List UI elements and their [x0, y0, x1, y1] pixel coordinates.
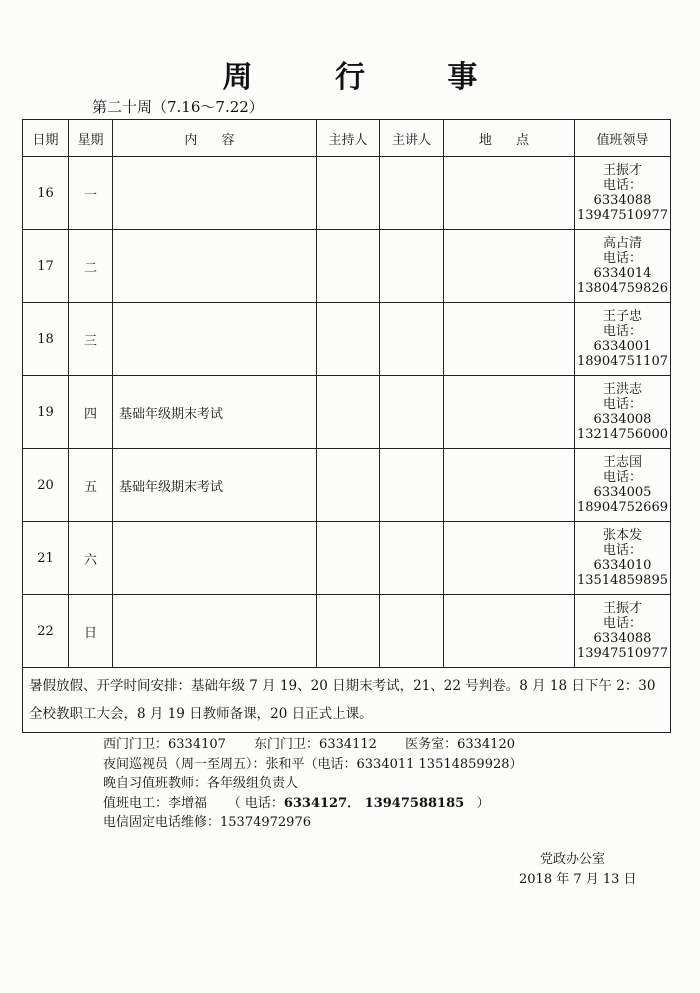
leader-phone: 电话：6334010: [593, 543, 652, 573]
leader-name: 高占清: [602, 236, 642, 251]
leader-mobile: 18904752669: [577, 500, 668, 515]
row-speaker: [380, 595, 444, 668]
electrician-phone: 6334127． 13947588185: [283, 795, 465, 811]
table-row: [23, 376, 671, 449]
row-location: [444, 376, 575, 449]
row-weekday: 日: [69, 595, 113, 668]
leader-name: 王振才: [602, 601, 642, 616]
row-host: [317, 230, 380, 303]
row-speaker: [380, 157, 444, 230]
row-weekday: 五: [69, 449, 113, 522]
row-host: [317, 376, 380, 449]
row-leader: [575, 449, 671, 522]
row-content: [113, 522, 317, 595]
row-date: 21: [23, 522, 69, 595]
table-row: [23, 230, 671, 303]
table-row: [23, 157, 671, 230]
row-speaker: [380, 376, 444, 449]
row-location: [444, 303, 575, 376]
vacation-notice: 暑假放假、开学时间安排：基础年级 7 月 19、20 日期末考试，21、22 号判卷。8 月 18 日下午 2：30 全校教职工大会，8 月 19 日教师备课，20 日正式上课。: [23, 668, 671, 733]
row-host: [317, 449, 380, 522]
leader-mobile: 13804759826: [577, 281, 668, 296]
table-row: [23, 522, 671, 595]
gate-contacts: [103, 735, 523, 755]
electrician-label: 值班电工：李增福: [103, 795, 208, 811]
row-location: [444, 230, 575, 303]
leader-phone: 电话：6334014: [593, 251, 652, 281]
header-speaker: 主讲人: [380, 120, 444, 157]
weekly-schedule-table: [22, 119, 671, 733]
header-host: 主持人: [317, 120, 380, 157]
table-header-row: [23, 120, 671, 157]
leader-name: 王洪志: [602, 382, 642, 397]
row-leader: [575, 376, 671, 449]
row-speaker: [380, 449, 444, 522]
leader-name: 王志国: [602, 455, 642, 470]
evening-study: 晚自习值班教师：各年级组负责人: [103, 776, 299, 791]
row-speaker: [380, 303, 444, 376]
page-title: 周 行 事: [222, 60, 514, 95]
header-weekday: 星期: [69, 120, 113, 157]
contact-info: [103, 735, 523, 833]
row-content: [113, 595, 317, 668]
header-date: 日期: [23, 120, 69, 157]
leader-mobile: 13947510977: [577, 646, 668, 661]
row-content: 基础年级期末考试: [113, 376, 317, 449]
row-content: [113, 230, 317, 303]
leader-name: 王振才: [602, 163, 642, 178]
table-row: [23, 449, 671, 522]
row-location: [444, 157, 575, 230]
row-content: 基础年级期末考试: [113, 449, 317, 522]
leader-mobile: 13514859895: [577, 573, 668, 588]
issuing-office: 党政办公室: [540, 852, 606, 867]
header-location: 地 点: [444, 120, 575, 157]
row-content: [113, 157, 317, 230]
row-location: [444, 449, 575, 522]
header-content: 内 容: [113, 120, 317, 157]
leader-mobile: 13947510977: [577, 208, 668, 223]
row-location: [444, 595, 575, 668]
leader-phone: 电话：6334088: [593, 616, 652, 646]
west-gate-phone: 西门门卫：6334107: [103, 737, 226, 752]
row-date: 18: [23, 303, 69, 376]
row-host: [317, 595, 380, 668]
header-leader: 值班领导: [575, 120, 671, 157]
leader-phone: 电话：6334088: [593, 178, 652, 208]
row-speaker: [380, 230, 444, 303]
row-host: [317, 522, 380, 595]
row-content: [113, 303, 317, 376]
leader-phone: 电话：6334005: [593, 470, 652, 500]
table-row: [23, 303, 671, 376]
leader-phone: 电话：6334008: [593, 397, 652, 427]
row-date: 20: [23, 449, 69, 522]
leader-name: 王子忠: [602, 309, 642, 324]
leader-phone: 电话：6334001: [593, 324, 652, 354]
row-host: [317, 157, 380, 230]
electrician-phone-suffix: ）: [476, 795, 490, 811]
electrician-phone-prefix: （ 电话：: [227, 795, 284, 811]
table-row: [23, 595, 671, 668]
row-weekday: 三: [69, 303, 113, 376]
row-date: 22: [23, 595, 69, 668]
row-speaker: [380, 522, 444, 595]
leader-mobile: 13214756000: [577, 427, 668, 442]
row-weekday: 二: [69, 230, 113, 303]
row-leader: [575, 522, 671, 595]
row-leader: [575, 157, 671, 230]
row-date: 16: [23, 157, 69, 230]
clinic-phone: 医务室：6334120: [405, 737, 515, 752]
row-host: [317, 303, 380, 376]
row-date: 17: [23, 230, 69, 303]
row-leader: [575, 595, 671, 668]
row-weekday: 六: [69, 522, 113, 595]
issue-date: 2018 年 7 月 13 日: [519, 872, 637, 887]
leader-mobile: 18904751107: [577, 354, 668, 369]
leader-name: 张本发: [602, 528, 642, 543]
row-leader: [575, 230, 671, 303]
notice-row: [23, 668, 671, 733]
east-gate-phone: 东门门卫：6334112: [254, 737, 377, 752]
row-location: [444, 522, 575, 595]
row-date: 19: [23, 376, 69, 449]
telecom-repair: 电信固定电话维修：15374972976: [103, 815, 311, 830]
row-leader: [575, 303, 671, 376]
electrician: [103, 794, 523, 814]
night-patrol: 夜间巡视员（周一至周五）：张和平（电话：6334011 13514859928）: [103, 756, 523, 772]
row-weekday: 四: [69, 376, 113, 449]
row-weekday: 一: [69, 157, 113, 230]
week-subtitle: 第二十周（7.16～7.22）: [92, 98, 264, 116]
